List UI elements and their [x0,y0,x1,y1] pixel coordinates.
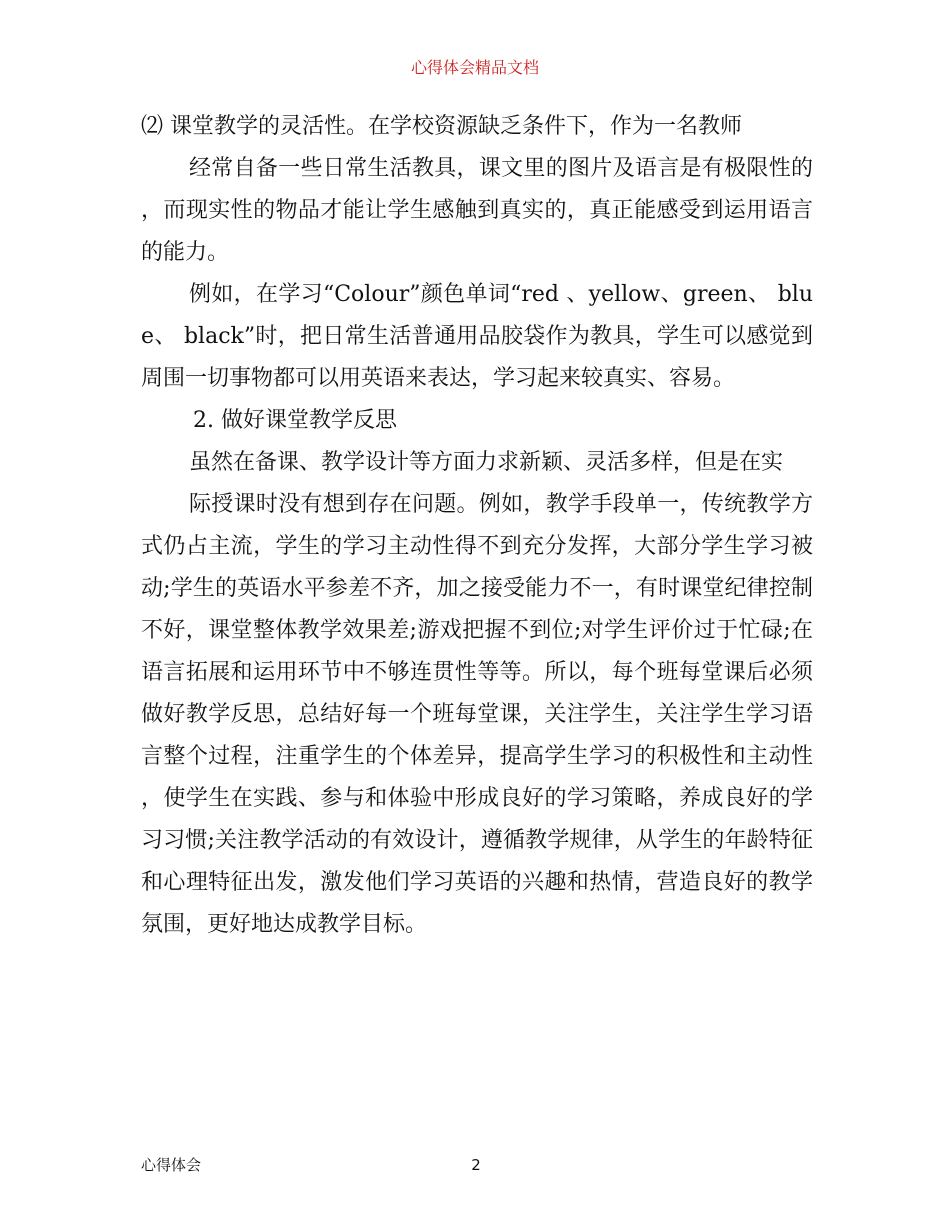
page-header-title: 心得体会精品文档 [410,58,539,77]
page-number: 2 [471,1156,481,1174]
paragraph-flexibility: ⑵ 课堂教学的灵活性。在学校资源缺乏条件下，作为一名教师 [141,114,742,139]
paragraph-lesson-prep: 虽然在备课、教学设计等方面力求新颖、灵活多样，但是在实 [189,450,784,475]
paragraph-teaching-aids: 经常自备一些日常生活教具，课文里的图片及语言是有极限性的，而现实性的物品才能让学生感触到真实的，真正能感受到运用语言的能力。 [141,156,813,265]
section-heading-reflection: 2. 做好课堂教学反思 [193,408,397,433]
paragraph-reflection-detail: 际授课时没有想到存在问题。例如，教学手段单一，传统教学方式仍占主流，学生的学习主动性得不到充分发挥，大部分学生学习被动;学生的英语水平参差不齐，加之接受能力不一，有时课堂纪律控制不好，课堂整体教学效果差;游戏把握不到位;对学生评价过于忙碌;在语言拓展和运用环节中不够连贯性等等。所以，每个班每堂课后必须做好教学反思，总结好每一个班每堂课，关注学生，关注学生学习语言整个过程，注重学生的个体差异，提高学生学习的积极性和主动性，使学生在实践、参与和体验中形成良好的学习策略，养成良好的学习习惯;关注教学活动的有效设计，遵循教学规律，从学生的年龄特征和心理特征出发，激发他们学习英语的兴趣和热情，营造良好的教学氛围，更好地达成教学目标。 [141,492,813,937]
document-body [141,106,813,946]
footer-label: 心得体会 [141,1156,202,1174]
paragraph-colour-example: 例如，在学习“Colour”颜色单词“red 、yellow、green、 blue、 black”时，把日常生活普通用品胶袋作为教具，学生可以感觉到周围一切事物都可以用英语来表达，学习起来较真实、容易。 [141,282,813,391]
